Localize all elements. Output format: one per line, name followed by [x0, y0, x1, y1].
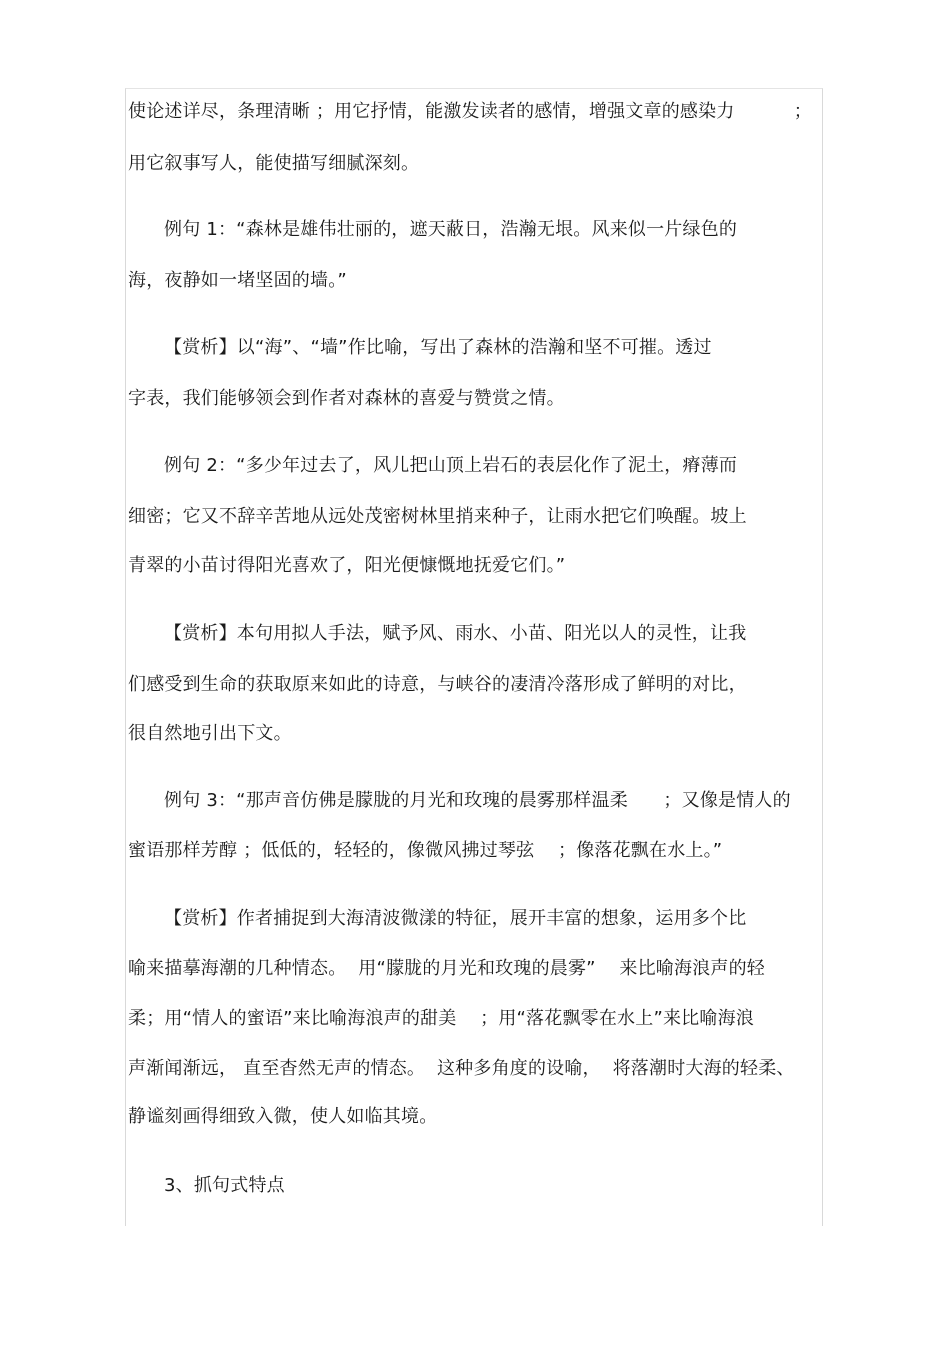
- text-line: 【赏析】作者捕捉到大海清波微漾的特征，展开丰富的想象，运用多个比: [164, 908, 747, 929]
- text-line: 柔；用“情人的蜜语”来比喻海浪声的甜美 ；用“落花飘零在水上”来比喻海浪: [128, 1008, 754, 1029]
- text-line: 声渐闻渐远， 直至杳然无声的情态。 这种多角度的设喻， 将落潮时大海的轻柔、: [128, 1058, 795, 1079]
- text-line: 字表，我们能够领会到作者对森林的喜爱与赞赏之情。: [128, 388, 565, 409]
- text-line: 使论述详尽，条理清晰 ；用它抒情，能激发读者的感情，增强文章的感染力 ；: [128, 101, 812, 122]
- text-line: 蜜语那样芳醇 ；低低的，轻轻的，像微风拂过琴弦 ；像落花飘在水上。”: [128, 840, 723, 861]
- section-heading: 3、抓句式特点: [164, 1175, 285, 1196]
- text-line: 青翠的小苗讨得阳光喜欢了，阳光便慷慨地抚爱它们。”: [128, 555, 566, 576]
- text-line: 用它叙事写人，能使描写细腻深刻。: [128, 153, 420, 174]
- text-line: 静谧刻画得细致入微，使人如临其境。: [128, 1106, 438, 1127]
- page-border: [125, 88, 823, 1226]
- text-line: 例句 2：“多少年过去了，风儿把山顶上岩石的表层化作了泥土，瘠薄而: [164, 455, 738, 476]
- text-line: 很自然地引出下文。: [128, 723, 292, 744]
- text-line: 们感受到生命的获取原来如此的诗意，与峡谷的凄清冷落形成了鲜明的对比，: [128, 674, 747, 695]
- text-line: 海，夜静如一堵坚固的墙。”: [128, 270, 347, 291]
- text-line: 喻来描摹海潮的几种情态。 用“朦胧的月光和玫瑰的晨雾” 来比喻海浪声的轻: [128, 958, 765, 979]
- text-line: 例句 1：“森林是雄伟壮丽的，遮天蔽日，浩瀚无垠。风来似一片绿色的: [164, 219, 738, 240]
- text-line: 细密；它又不辞辛苦地从远处茂密树林里捎来种子，让雨水把它们唤醒。坡上: [128, 506, 747, 527]
- text-line: 例句 3：“那声音仿佛是朦胧的月光和玫瑰的晨雾那样温柔 ；又像是情人的: [164, 790, 791, 811]
- text-line: 【赏析】以“海”、“墙”作比喻，写出了森林的浩瀚和坚不可摧。透过: [164, 337, 712, 358]
- text-line: 【赏析】本句用拟人手法，赋予风、雨水、小苗、阳光以人的灵性，让我: [164, 623, 747, 644]
